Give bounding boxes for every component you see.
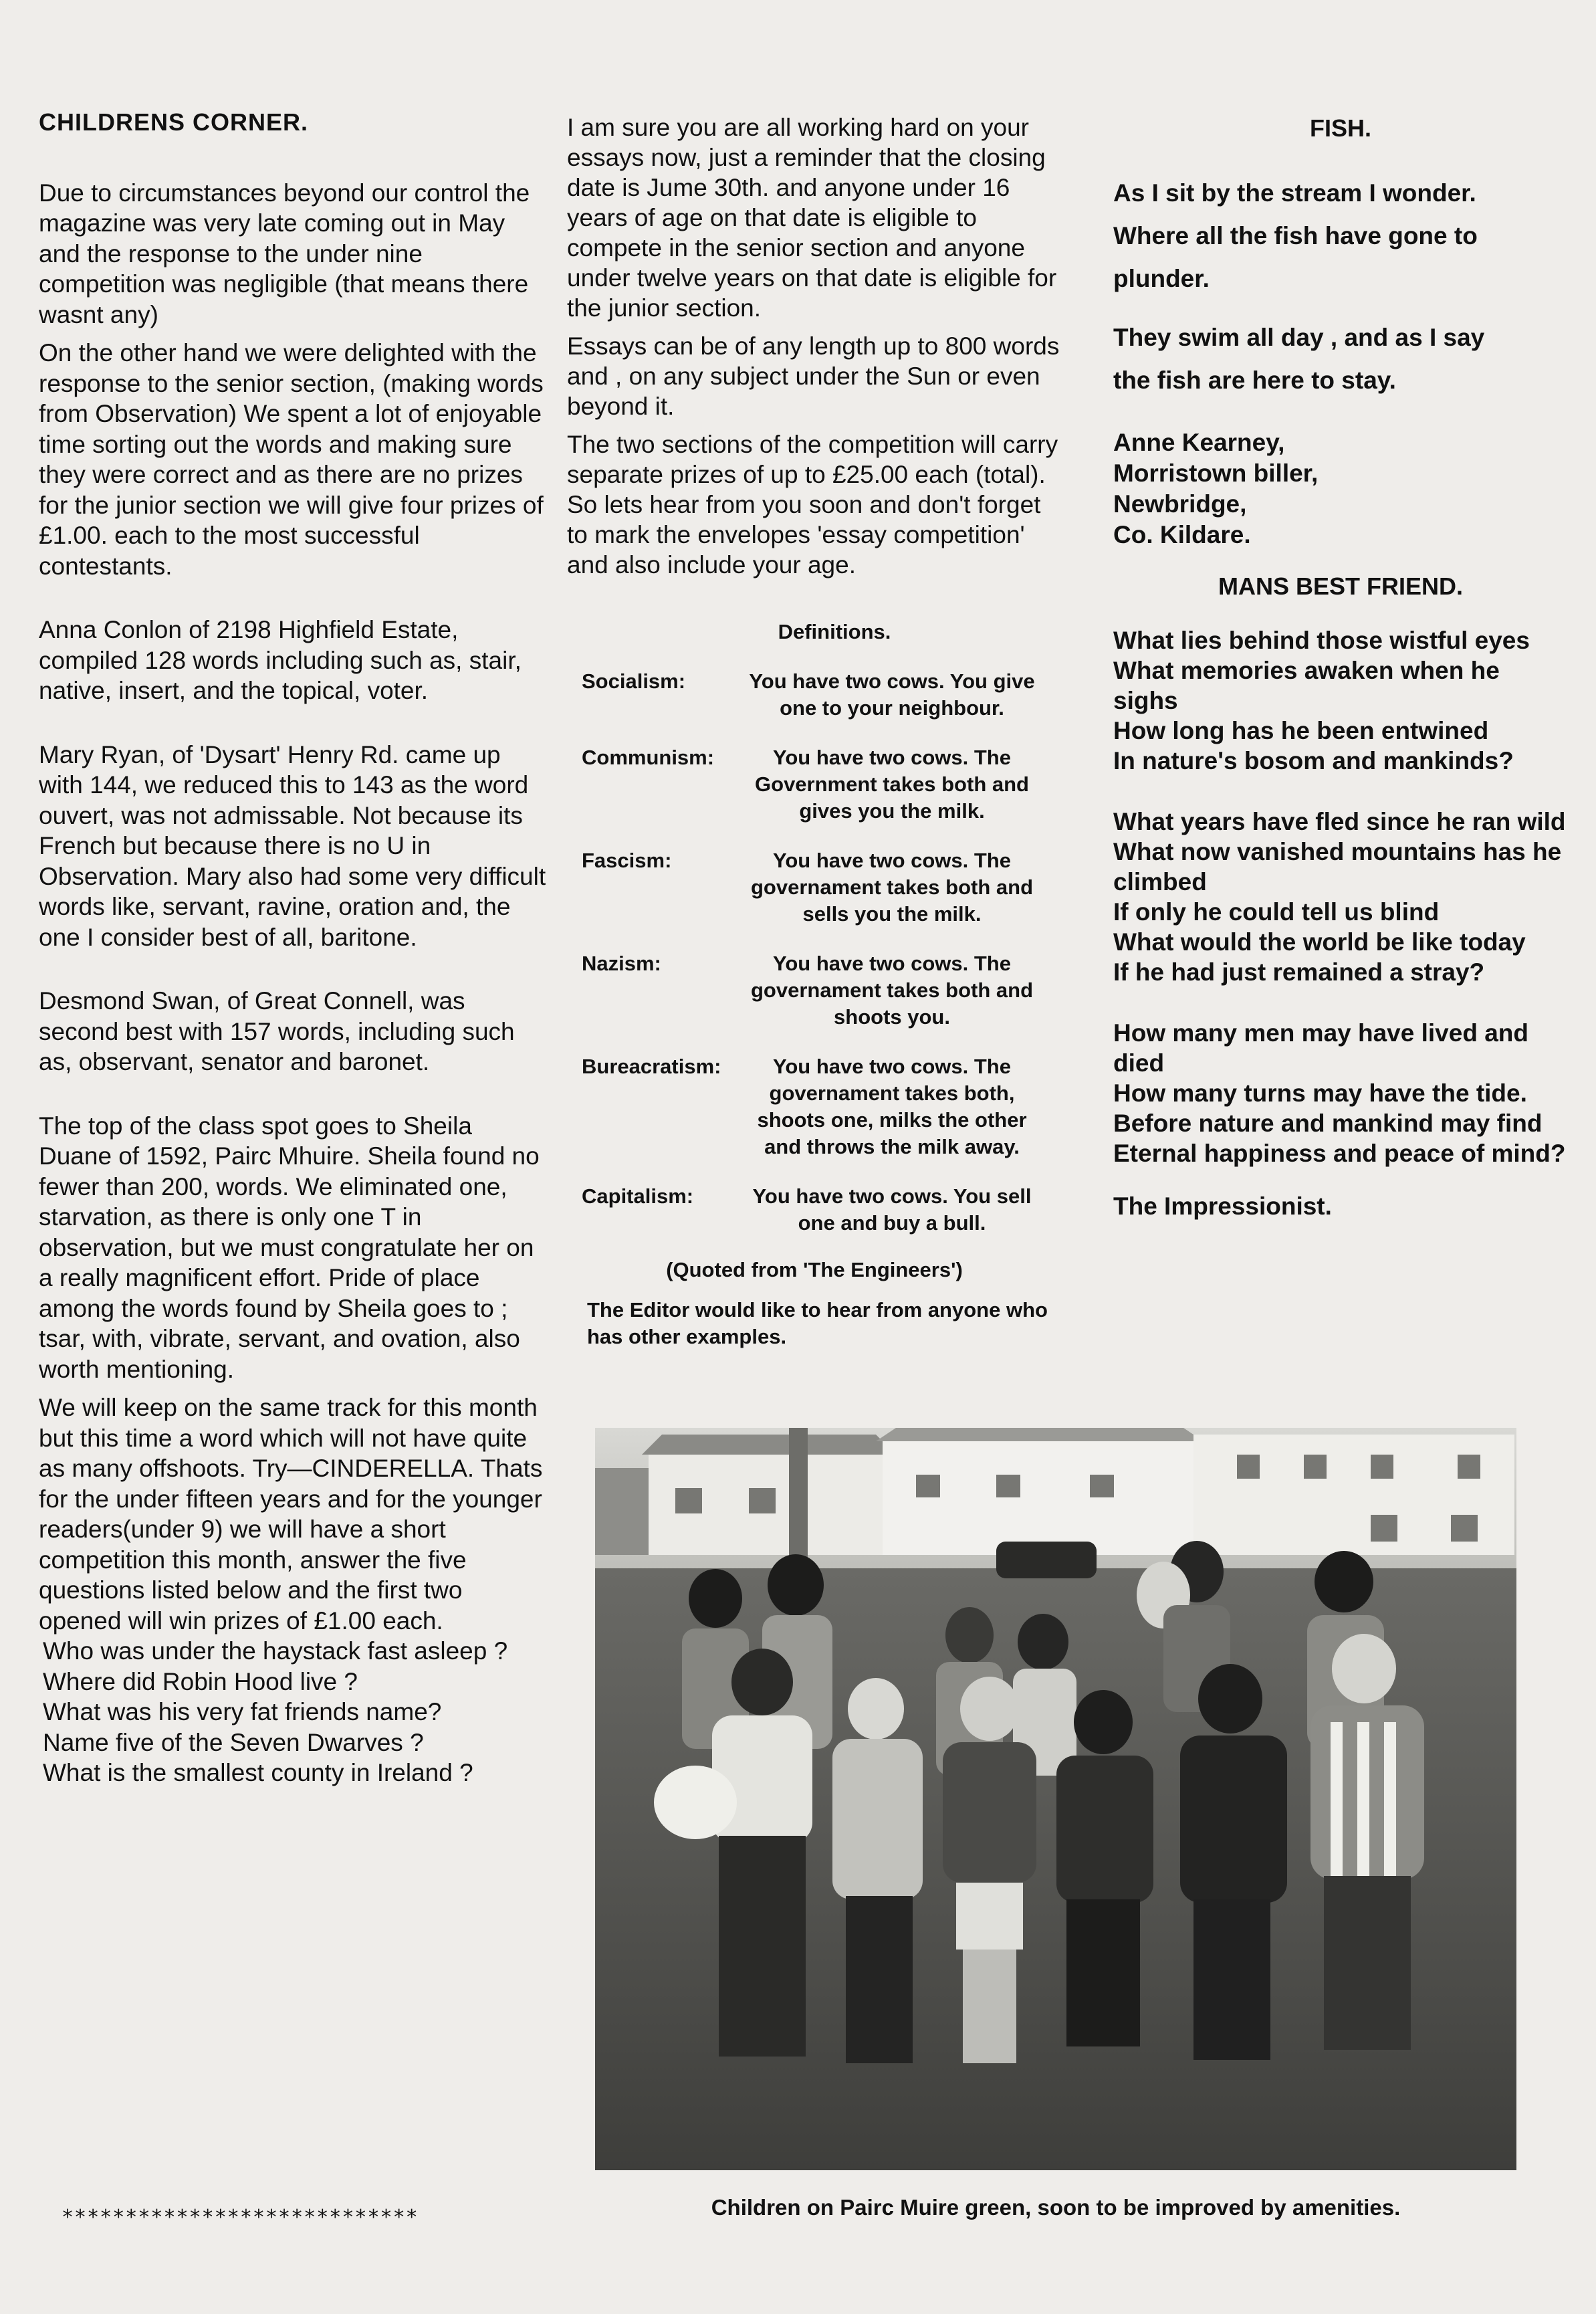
poem-signature: The Impressionist. <box>1113 1192 1332 1220</box>
definition-row <box>567 847 1062 928</box>
poem-line: Before nature and mankind may find <box>1113 1110 1543 1137</box>
definition-row <box>567 744 1062 825</box>
fish-poem-title: FISH. <box>1309 114 1371 142</box>
paragraph: On the other hand we were delighted with the response to the senior section, (making words from Observation) We spent a lot of enjoyable time sorting out the words and making sure they were correct and as there are no prizes for the junior section we will give four prizes of £1.00. each to the most successful contestants. <box>39 339 544 580</box>
definition-row <box>567 1183 1062 1237</box>
car <box>996 1542 1097 1578</box>
address-line: Morristown biller, <box>1113 459 1319 487</box>
address-line: Co. Kildare. <box>1113 520 1251 548</box>
definition-text: You have two cows. The governament takes both and sells you the milk. <box>750 849 1034 926</box>
poem-line: Eternal happiness and peace of mind? <box>1113 1140 1566 1167</box>
essay-competition-column <box>567 112 1062 1350</box>
poem-line: How long has he been entwined <box>1113 717 1489 744</box>
paragraph: The top of the class spot goes to Sheila Duane of 1592, Pairc Mhuire. Sheila found no fewer than 200, words. We eliminated one, starvation, as there is only one T in observation, but we must congratulate her on a really magnificent effort. Pride of place among the words found by Sheila goes to ; tsar, with, vibrate, servant, and ovation, also worth mentioning. <box>39 1112 540 1383</box>
definition-text: You have two cows. The governament takes both, shoots one, milks the other and throws the milk away. <box>757 1055 1027 1158</box>
stanza <box>1113 625 1568 776</box>
poem-line: What now vanished mountains has he climbed <box>1113 838 1562 896</box>
mans-best-friend-title: MANS BEST FRIEND. <box>1218 572 1463 600</box>
photo-illustration <box>595 1428 1516 2170</box>
definition-term: Capitalism: <box>582 1184 694 1208</box>
poem-line: Where all the fish have gone to <box>1113 221 1478 249</box>
definition-term: Nazism: <box>582 952 661 975</box>
poem-line: In nature's bosom and mankinds? <box>1113 747 1514 774</box>
stanza <box>1113 807 1568 987</box>
poems-column <box>1113 114 1568 1221</box>
author-address <box>1113 427 1568 550</box>
childrens-corner-column <box>39 107 547 1788</box>
photo-caption: Children on Pairc Muire green, soon to be improved by amenities. <box>711 2195 1401 2220</box>
definition-term: Fascism: <box>582 849 672 872</box>
poem-line: How many men may have lived and died <box>1113 1019 1528 1077</box>
definition-term: Communism: <box>582 746 715 769</box>
stanza <box>1113 1018 1568 1168</box>
poem-line: What lies behind those wistful eyes <box>1113 627 1530 654</box>
poem-line: What would the world be like today <box>1113 928 1526 956</box>
definitions-title: Definitions. <box>778 620 891 643</box>
definitions-box <box>567 619 1062 1350</box>
poem-line: the fish are here to stay. <box>1113 366 1396 394</box>
address-line: Newbridge, <box>1113 490 1247 518</box>
question: What was his very fat friends name? <box>43 1698 442 1725</box>
definition-term: Bureacratism: <box>582 1055 721 1078</box>
fish-poem <box>1113 172 1568 402</box>
poem-line: What memories awaken when he sighs <box>1113 657 1500 714</box>
poem-line: If only he could tell us blind <box>1113 898 1440 926</box>
poem-line: As I sit by the stream I wonder. <box>1113 179 1476 207</box>
divider-stars: **************************** <box>62 2206 419 2229</box>
poem-line: What years have fled since he ran wild <box>1113 808 1566 835</box>
definition-row <box>567 1053 1062 1160</box>
childrens-corner-heading: CHILDRENS CORNER. <box>39 108 309 136</box>
definition-row <box>567 668 1062 722</box>
address-line: Anne Kearney, <box>1113 428 1285 456</box>
question: What is the smallest county in Ireland ? <box>43 1759 473 1786</box>
definition-text: You have two cows. You sell one and buy a bull. <box>752 1184 1032 1235</box>
paragraph: Mary Ryan, of 'Dysart' Henry Rd. came up with 144, we reduced this to 143 as the word ouvert, was not admissable. Not because its French but because there is no U in Observation. Mary also had some very difficult words like, servant, ravine, oration and, the one I consider best of all, baritone. <box>39 740 546 951</box>
mans-best-friend-poem <box>1113 625 1568 1221</box>
definition-text: You have two cows. You give one to your neighbour. <box>749 669 1035 720</box>
editor-note: The Editor would like to hear from anyone who has other examples. <box>587 1298 1048 1348</box>
poem-line: They swim all day , and as I say <box>1113 323 1485 351</box>
poem-line: If he had just remained a stray? <box>1113 958 1485 986</box>
houses-background <box>595 1428 1514 1555</box>
children-group-photo <box>595 1428 1516 2170</box>
paragraph: Essays can be of any length up to 800 words and , on any subject under the Sun or even beyond it. <box>567 332 1060 420</box>
poem-line: plunder. <box>1113 264 1210 292</box>
definitions-quote: (Quoted from 'The Engineers') <box>666 1258 963 1281</box>
definition-text: You have two cows. The Government takes both and gives you the milk. <box>755 746 1029 823</box>
definition-term: Socialism: <box>582 669 686 693</box>
definition-row <box>567 950 1062 1031</box>
paragraph: I am sure you are all working hard on your essays now, just a reminder that the closing date is Jume 30th. and anyone under 16 years of age on that date is eligible to compete in the senior section and anyone under twelve years on that date is eligible for the junior section. <box>567 114 1057 322</box>
paragraph: Desmond Swan, of Great Connell, was second best with 157 words, including such as, observant, senator and baronet. <box>39 987 515 1075</box>
paragraph: Anna Conlon of 2198 Highfield Estate, compiled 128 words including such as, stair, native, insert, and the topical, voter. <box>39 616 522 704</box>
poem-line: How many turns may have the tide. <box>1113 1079 1527 1107</box>
paragraph: We will keep on the same track for this month but this time a word which will not have quite as many offshoots. Try—CINDERELLA. Thats for the under fifteen years and for the younger readers(under 9) we will have a short competition this month, answer the five questions listed below and the first two opened will win prizes of £1.00 each. <box>39 1394 543 1635</box>
definition-text: You have two cows. The governament takes both and shoots you. <box>750 952 1034 1029</box>
paragraph: The two sections of the competition will carry separate prizes of up to £25.00 each (total). So lets hear from you soon and don't forget to mark the envelopes 'essay competition' and also include your age. <box>567 431 1058 578</box>
paragraph: Due to circumstances beyond our control the magazine was very late coming out in May and the response to the under nine competition was negligible (that means there wasnt any) <box>39 179 530 328</box>
question: Name five of the Seven Dwarves ? <box>43 1728 424 1756</box>
question: Where did Robin Hood live ? <box>43 1667 358 1695</box>
question: Who was under the haystack fast asleep ? <box>43 1637 508 1665</box>
